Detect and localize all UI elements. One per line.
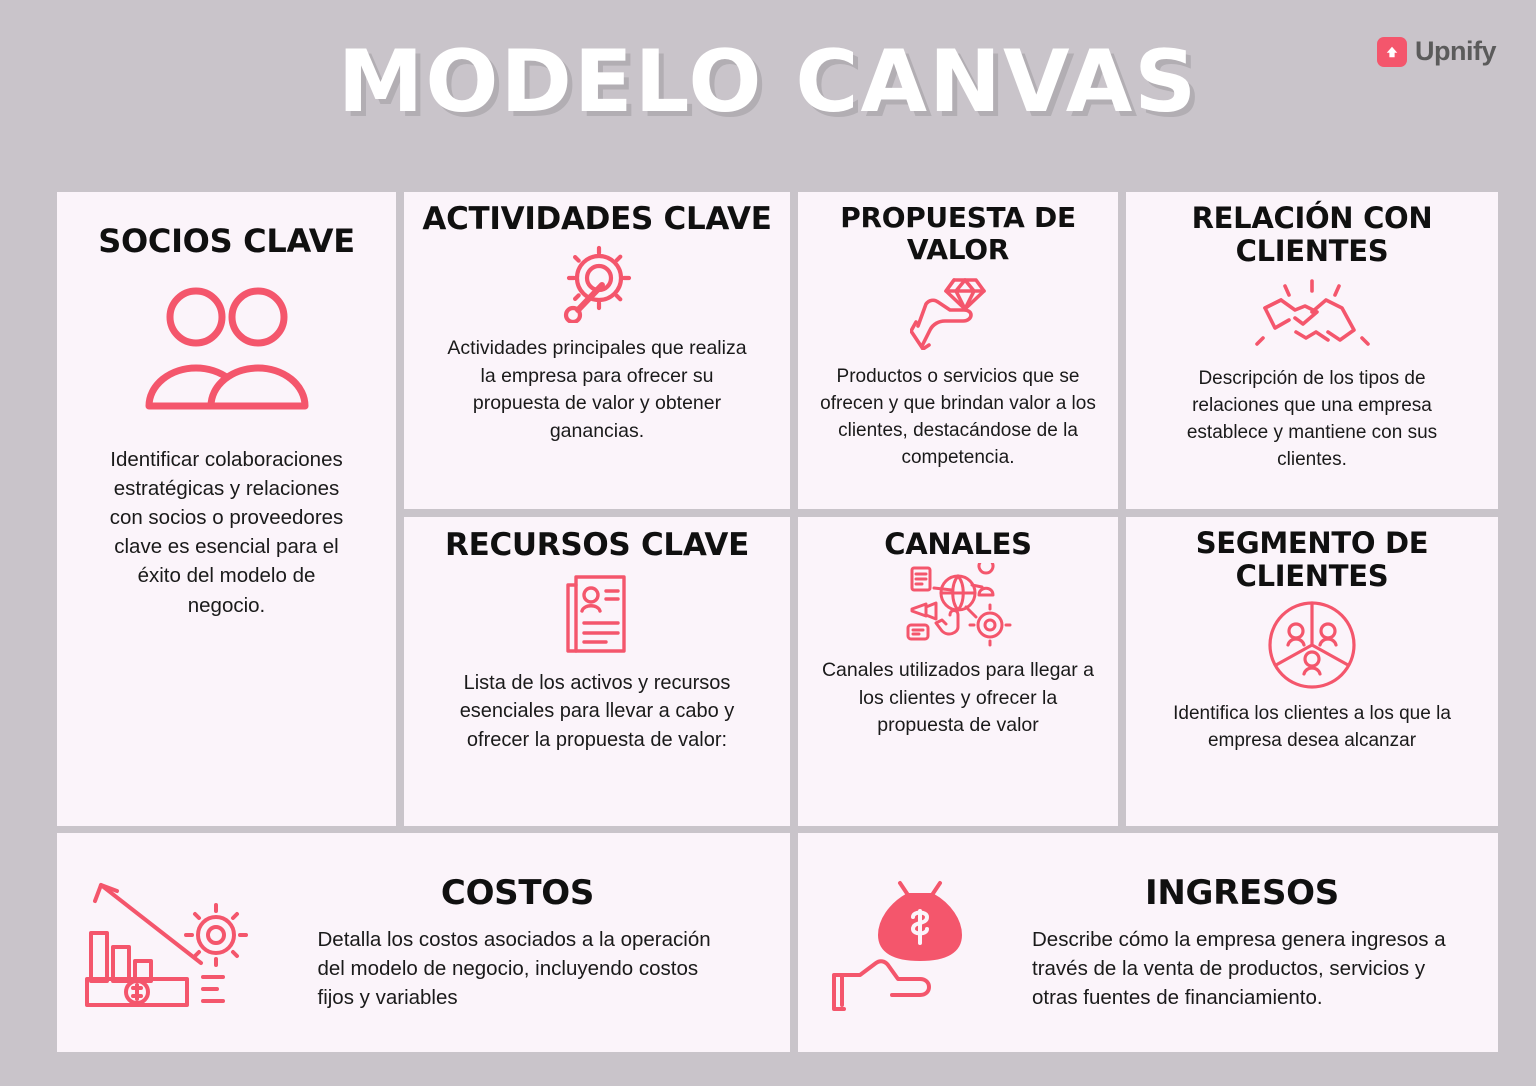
block-socios-clave[interactable] [57, 192, 396, 826]
block-costos[interactable] [57, 833, 790, 1052]
block-body: Actividades principales que realiza la empresa para ofrecer su propuesta de valor y obtener ganancias. [447, 337, 747, 443]
upnify-logo-icon [1377, 37, 1407, 67]
block-body: Canales utilizados para llegar a los clientes y ofrecer la propuesta de valor [821, 659, 1095, 737]
cost-chart-money-icon [81, 873, 251, 1013]
block-body: Identificar colaboraciones estratégicas y relaciones con socios o proveedores clave es esencial para el éxito del modelo de negocio. [109, 448, 344, 617]
block-body: Lista de los activos y recursos esenciales para llevar a cabo y ofrecer la propuesta de valor: [459, 672, 735, 751]
block-title: INGRESOS [1145, 872, 1339, 913]
block-title: SEGMENTO DE CLIENTES [1195, 526, 1429, 593]
block-actividades-clave[interactable] [404, 192, 790, 509]
block-body: Detalla los costos asociados a la operación del modelo de negocio, incluyendo costos fijos y variables [317, 927, 711, 1010]
customer-segments-pie-icon [1260, 599, 1364, 691]
hand-diamond-icon [910, 272, 1006, 350]
block-title: RECURSOS CLAVE [445, 527, 749, 563]
block-ingresos[interactable] [798, 833, 1498, 1052]
block-title: PROPUESTA DE VALOR [840, 201, 1076, 266]
handshake-icon [1255, 278, 1370, 354]
hand-money-bag-icon [822, 873, 992, 1013]
block-title: RELACIÓN CON CLIENTES [1191, 201, 1433, 268]
block-propuesta-de-valor[interactable] [798, 192, 1118, 509]
block-title: CANALES [884, 527, 1032, 561]
block-body: Identifica los clientes a los que la empresa desea alcanzar [1173, 703, 1451, 751]
block-body: Descripción de los tipos de relaciones que una empresa establece y mantiene con sus clientes. [1186, 368, 1438, 470]
block-segmento-de-clientes[interactable] [1126, 517, 1498, 826]
brand-logo [1377, 36, 1496, 67]
block-title: ACTIVIDADES CLAVE [422, 201, 772, 237]
block-title: COSTOS [440, 872, 595, 913]
block-body: Productos o servicios que se ofrecen y que brindan valor a los clientes, destacándose de la competencia. [820, 366, 1096, 468]
two-people-icon [134, 284, 319, 419]
block-body: Describe cómo la empresa genera ingresos a través de la venta de productos, servicios y otras fuentes de financiamiento. [1032, 927, 1446, 1010]
block-title: SOCIOS CLAVE [98, 222, 355, 260]
page-title: MODELO CANVAS [337, 32, 1199, 132]
brand-name: Upnify [1415, 36, 1496, 66]
network-channels-icon [904, 563, 1012, 647]
document-profile-icon [560, 571, 634, 657]
block-canales[interactable] [798, 517, 1118, 826]
block-relacion-con-clientes[interactable] [1126, 192, 1498, 509]
block-recursos-clave[interactable] [404, 517, 790, 826]
gear-wrench-icon [552, 245, 642, 323]
